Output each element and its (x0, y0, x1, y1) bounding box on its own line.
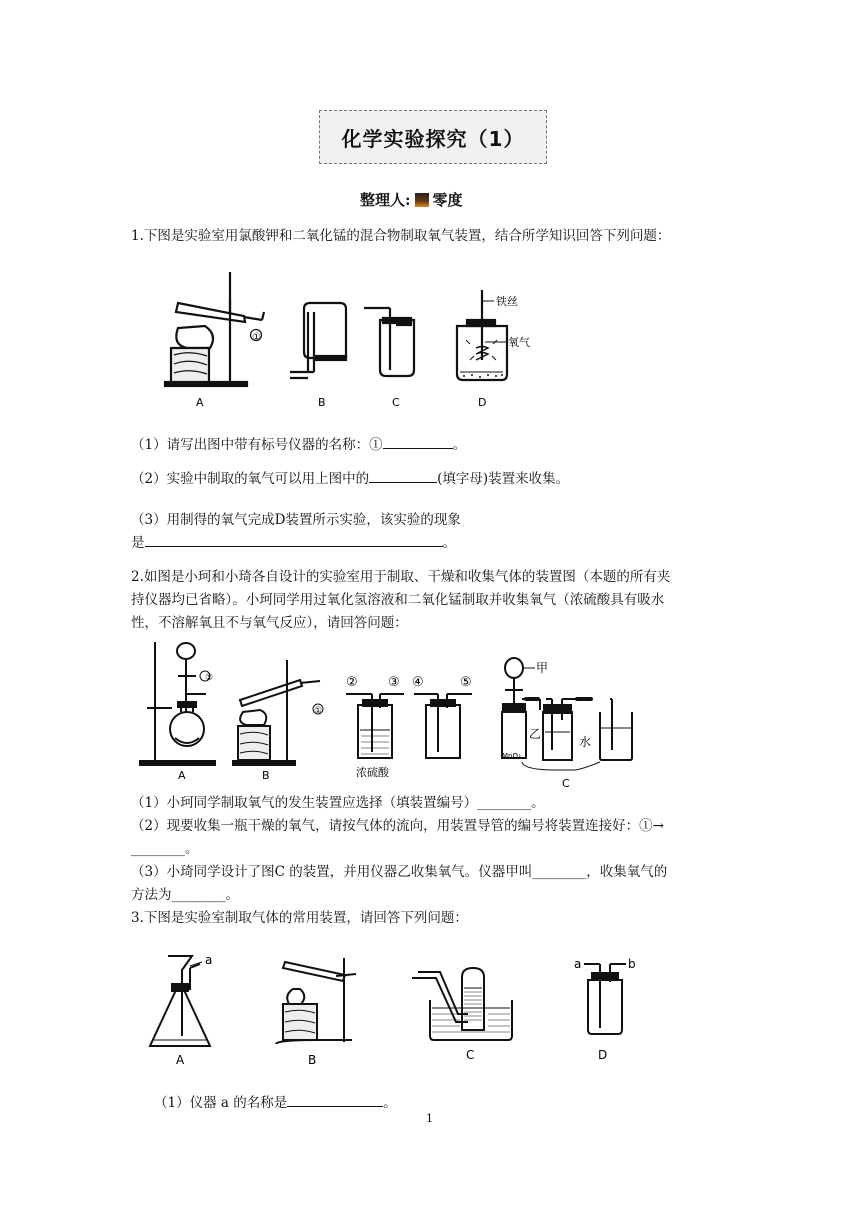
q2-label-m1b: ① (314, 706, 323, 716)
q2-sub3-line2: 方法为________。 (131, 887, 239, 903)
q3-sub1 (154, 1092, 397, 1114)
page-title: 化学实验探究（1） (341, 126, 525, 151)
q2-stem-line3: 性，不溶解氧且不与氧气反应），请回答问题： (131, 615, 408, 631)
q1-sub2-text: （2）实验中制取的氧气可以用上图中的 (131, 471, 370, 487)
q2-label-m2: ② (346, 675, 358, 690)
q2-sub1: （1）小珂同学制取氧气的发生装置应选择（填装置编号）________。 (131, 795, 545, 811)
q1-label-C: C (392, 396, 400, 409)
q1-label-D: D (478, 396, 487, 409)
page-number: 1 (426, 1112, 433, 1125)
q3-label-B: B (308, 1053, 317, 1067)
q3-sub1-end: 。 (383, 1095, 397, 1111)
q2-sub2-line1: （2）现要收集一瓶干燥的氧气，请按气体的流向，用装置导管的编号将装置连接好：①→ (131, 818, 664, 834)
q2-label-water: 水 (579, 735, 592, 749)
editor-name: 零度 (432, 191, 463, 209)
q3-label-a: a (205, 953, 213, 967)
q2-label-m3: ③ (388, 675, 400, 690)
editor-prefix: 整理人: (360, 191, 411, 209)
q2-sub3-line1: （3）小琦同学设计了图C 的装置，并用仪器乙收集氧气。仪器甲叫________，收集氧气的 (131, 864, 668, 880)
q3-label-a2: a (574, 957, 582, 971)
q2-label-yi: 乙 (529, 727, 542, 741)
q1-label-mark1: ① (252, 332, 261, 343)
q3-sub1-text: （1）仪器 a 的名称是 (154, 1095, 288, 1111)
q2-label-B: B (262, 769, 270, 782)
q3-stem: 3.下图是实验室制取气体的常用装置，请回答下列问题： (131, 910, 468, 926)
q3-label-A: A (176, 1053, 185, 1067)
q1-sub3-end: 。 (442, 535, 456, 551)
q2-stem-line2: 持仪器均已省略）。小珂同学用过氧化氢溶液和二氧化锰制取并收集氧气（浓硫酸具有吸水 (131, 592, 665, 608)
q1-sub2-end: (填字母)装置来收集。 (437, 471, 570, 487)
q2-label-A: A (178, 769, 186, 782)
q3-sub1-blank[interactable] (287, 1092, 383, 1107)
q1-sub1-text: （1）请写出图中带有标号仪器的名称：① (131, 437, 383, 453)
q3-label-b: b (628, 957, 636, 971)
q1-sub3-line1: （3）用制得的氧气完成D装置所示实验，该实验的现象 (131, 512, 461, 528)
q1-stem: 1.下图是实验室用氯酸钾和二氧化锰的混合物制取氧气装置，结合所学知识回答下列问题： (131, 228, 671, 244)
q2-sub2-line2: ________。 (131, 841, 199, 857)
q2-label-ingredient: MnO₂ (502, 752, 521, 760)
q2-label-C: C (562, 777, 570, 790)
q3-label-D: D (598, 1048, 608, 1062)
q1-label-A: A (196, 396, 204, 409)
q3-label-C: C (466, 1048, 475, 1062)
q1-label-iron-wire: 铁丝 (496, 295, 518, 308)
q2-label-m4: ④ (412, 675, 424, 690)
q1-sub3-prefix: 是 (131, 535, 145, 551)
q1-label-oxygen: 氧气 (508, 336, 530, 349)
q2-label-m1a: ① (205, 673, 214, 683)
q2-label-acid: 浓硫酸 (356, 766, 389, 779)
q1-label-B: B (318, 396, 326, 409)
q1-sub1-end: 。 (452, 437, 467, 453)
q2-label-m5: ⑤ (460, 675, 472, 690)
q2-label-jia: 甲 (536, 661, 549, 675)
q2-stem-line1: 2.如图是小珂和小琦各自设计的实验室用于制取、干燥和收集气体的装置图（本题的所有夹 (131, 569, 671, 585)
